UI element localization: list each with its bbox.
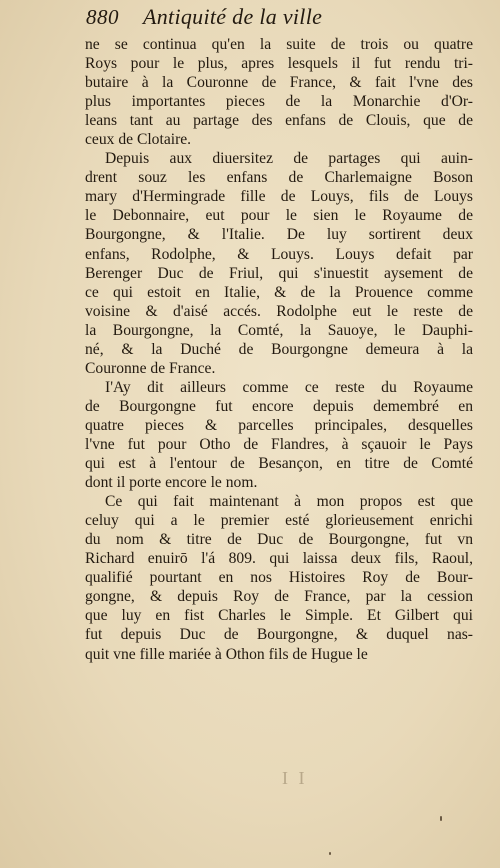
text-line: I'Ay dit ailleurs comme ce reste du Royaume bbox=[105, 378, 473, 396]
text-line: la Bourgongne, la Comté, la Sauoye, le Dauphi- bbox=[85, 321, 473, 339]
text-line: celuy qui a le premier esté glorieusement enrichi bbox=[85, 512, 473, 530]
faint-folio-mark: I I bbox=[282, 768, 308, 788]
text-line: gongne, & depuis Roy de France, par la cession bbox=[85, 588, 473, 606]
text-line: Couronne de France. bbox=[85, 359, 216, 377]
text-line: Depuis aux diuersitez de partages qui auin- bbox=[105, 150, 473, 168]
text-line: Berenger Duc de Friul, qui s'inuestit aysement de bbox=[85, 264, 473, 282]
text-line: né, & la Duché de Bourgongne demeura à la bbox=[85, 340, 473, 358]
text-line: ce qui estoit en Italie, & de la Prouence comme bbox=[85, 283, 473, 301]
text-line: Bourgongne, & l'Italie. De luy sortirent deux bbox=[85, 226, 473, 244]
text-line: plus importantes pieces de la Monarchie d'Or- bbox=[85, 93, 473, 111]
text-line: quit vne fille mariée à Othon fils de Hugue le bbox=[85, 645, 368, 663]
text-line: butaire à la Couronne de France, & fait l'vne des bbox=[85, 74, 473, 92]
text-line: le Debonnaire, eut pour le sien le Royaume de bbox=[85, 207, 473, 225]
body-text bbox=[85, 35, 473, 664]
text-line: mary d'Hermingrade fille de Louys, fils de Louys bbox=[85, 188, 473, 206]
paragraph bbox=[85, 35, 473, 149]
text-line: qui est à l'entour de Besançon, en titre de Comté bbox=[85, 455, 473, 473]
text-line: leans tant au partage des enfans de Clouis, que de bbox=[85, 112, 473, 130]
text-line: du nom & titre de Duc de Bourgongne, fut vn bbox=[85, 531, 473, 549]
text-line: dont il porte encore le nom. bbox=[85, 474, 258, 492]
paragraph bbox=[85, 149, 473, 378]
text-line: Richard enuirō l'á 809. qui laissa deux fils, Raoul, bbox=[85, 550, 473, 568]
text-line: que luy en fist Charles le Simple. Et Gilbert qui bbox=[85, 607, 473, 625]
text-line: de Bourgongne fut encore depuis demembré en bbox=[85, 397, 473, 415]
paragraph bbox=[85, 492, 473, 663]
text-line: enfans, Rodolphe, & Louys. Louys defait par bbox=[85, 245, 473, 263]
text-line: ne se continua qu'en la suite de trois ou quatre bbox=[85, 36, 473, 53]
running-title: Antiquité de la ville bbox=[143, 4, 323, 29]
ink-speck bbox=[440, 816, 442, 821]
text-line: fut depuis Duc de Bourgongne, & duquel nas- bbox=[85, 626, 473, 644]
text-line: Roys pour le plus, apres lesquels il fut rendu tri- bbox=[85, 55, 473, 73]
text-line: ceux de Clotaire. bbox=[85, 131, 192, 149]
text-line: l'vne fut pour Otho de Flandres, à sçauoir le Pays bbox=[85, 435, 473, 453]
page-number: 880 bbox=[86, 5, 119, 29]
paragraph bbox=[85, 378, 473, 492]
text-line: qualifié pourtant en nos Histoires Roy de Bour- bbox=[85, 569, 473, 587]
page-header bbox=[86, 4, 460, 32]
text-line: drent souz les enfans de Charlemaigne Boson bbox=[85, 169, 473, 187]
ink-speck bbox=[329, 852, 331, 855]
text-line: quatre pieces & parcelles principales, desquelles bbox=[85, 416, 473, 434]
text-line: voisine & d'aisé accés. Rodolphe eut le reste de bbox=[85, 302, 473, 320]
text-line: Ce qui fait maintenant à mon propos est que bbox=[105, 493, 473, 511]
